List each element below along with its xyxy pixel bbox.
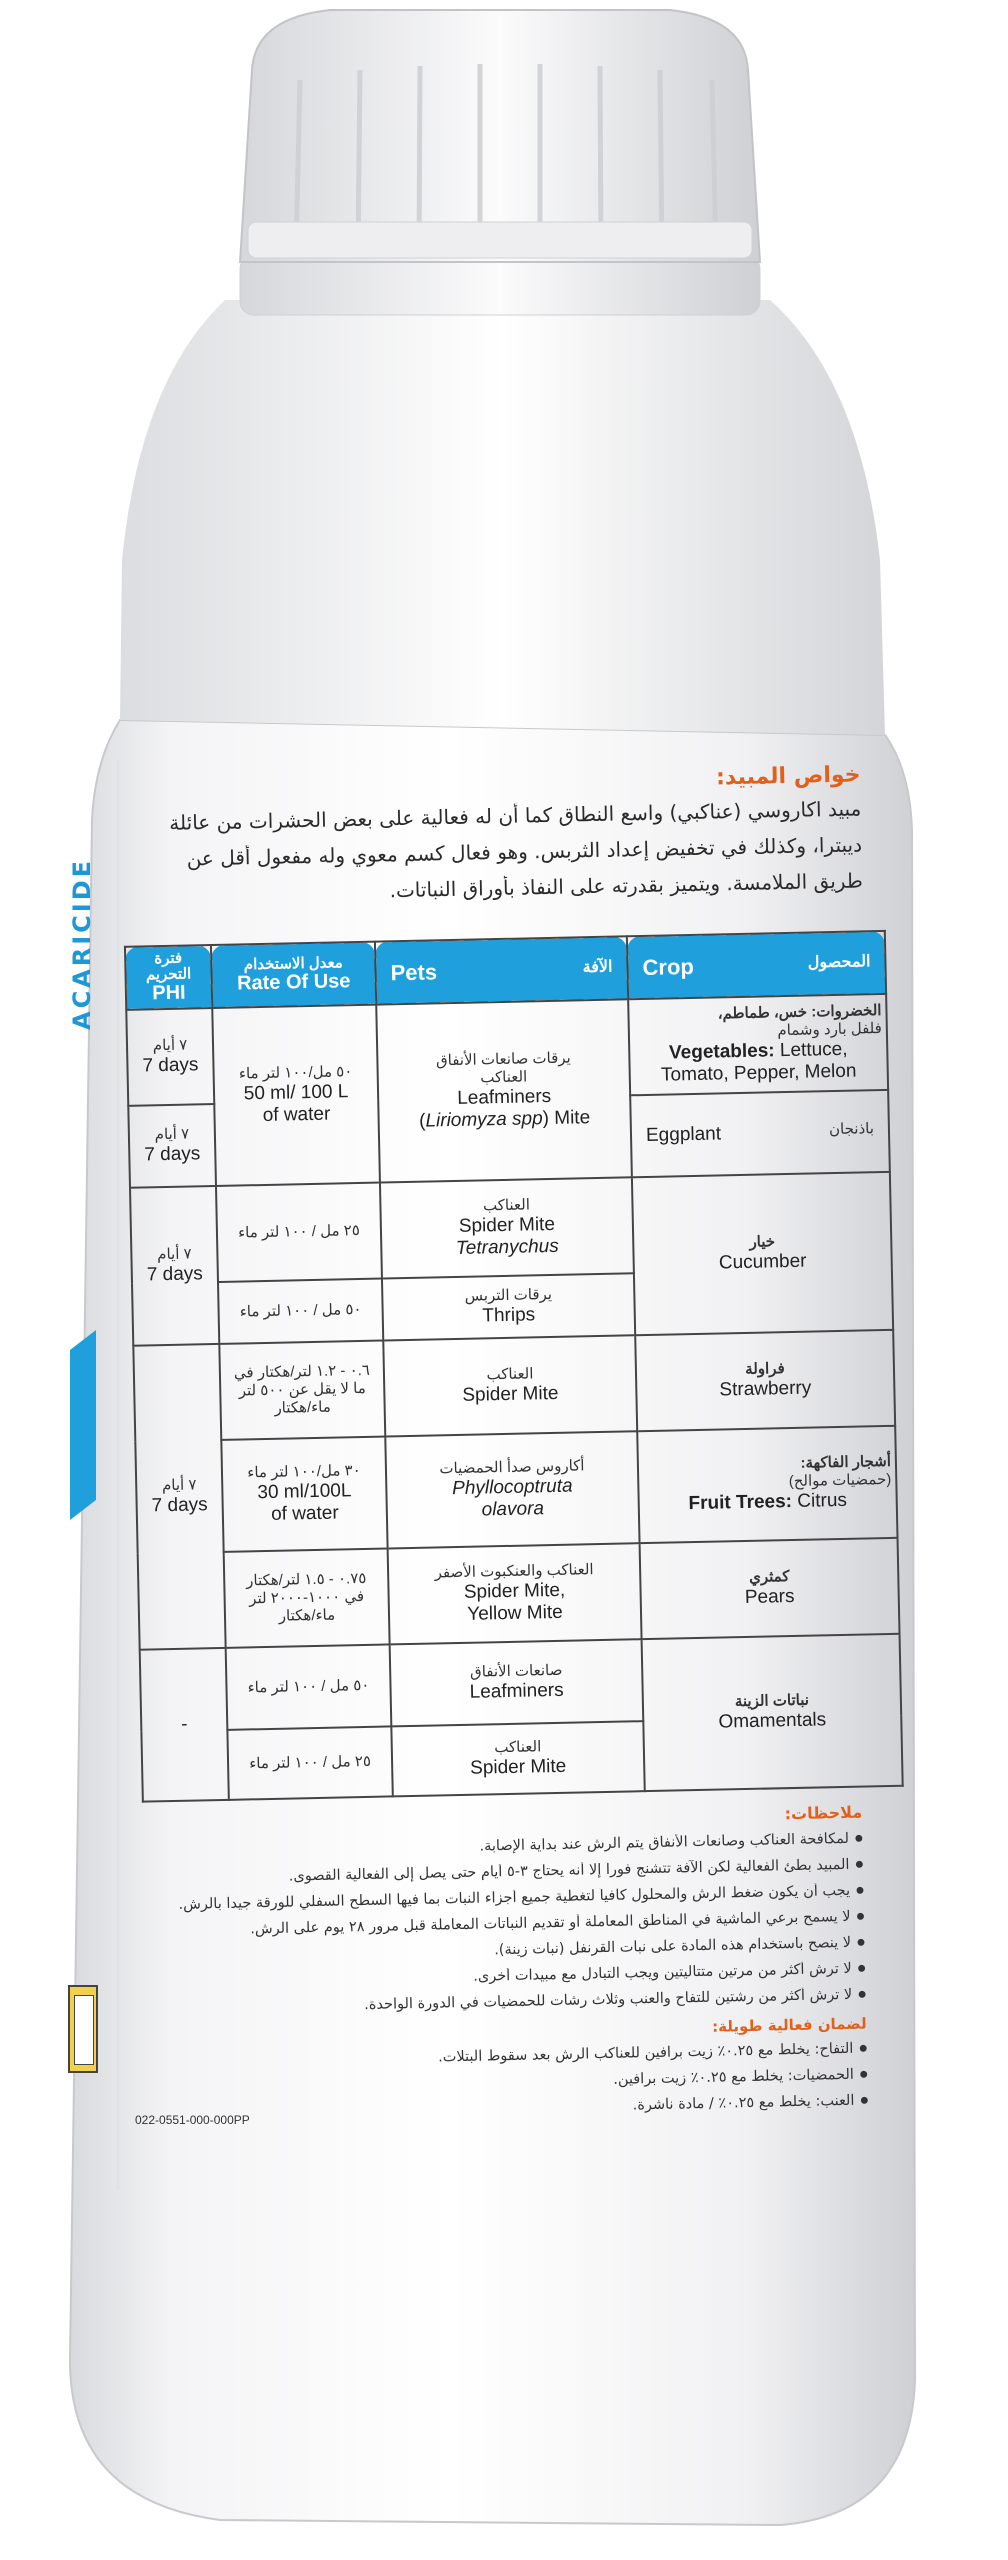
properties-line: ديبترا، وكذلك في تخفيض إعداد الثربس. وهو فعال كسم معوي وله مفعول أقل عن — [186, 832, 863, 871]
note-item: ● لا يسمح برعي الماشية في المناطق المعاملة أو تقديم النباتات المعاملة قبل مرور ٢٨ يوم على الرش. — [164, 1909, 864, 1940]
phi-cell: ٧ أيام 7 days — [126, 1008, 214, 1106]
efficacy-title: لضمان فعالية طويلة: — [712, 2014, 867, 2036]
crop-cell: أشجار الفاكهة: (حمضيات موالح) Fruit Trees: Citrus — [637, 1425, 897, 1542]
efficacy-item: ● العنب: يخلط مع ٠.٢٥٪ / مادة ناشرة. — [168, 2093, 868, 2124]
pest-cell: العناكب والعنكبوت الأصفر Spider Mite, Yellow Mite — [388, 1543, 642, 1644]
note-item: ● المبيد بطئ الفعالية لكن الآفة تتشنج فوراً إلا أنه يحتاج ٣-٥ أيام حتى يصل إلى الفعالية القصوى. — [163, 1857, 863, 1888]
phi-cell: ٧ أيام 7 days — [133, 1343, 225, 1649]
pest-cell: يرقات صانعات الأنفاق العناكب Leafminers (Liriomyza spp) Mite — [376, 999, 632, 1182]
header-pets: Pets الآفة — [375, 936, 628, 1004]
header-crop: Crop المحصول — [627, 931, 886, 999]
cap-ring — [248, 222, 752, 258]
rate-cell: ٠.٦ - ١.٢ لتر/هكتار في ما لا يقل عن ٥٠٠ لتر ماء/هكتار — [219, 1340, 385, 1439]
rate-cell: ٥٠ مل/١٠٠ لتر ماء 50 ml/ 100 L of water — [212, 1004, 380, 1185]
product-code: 022-0551-000-000PP — [135, 2113, 250, 2127]
crop-cell: فراولة Strawberry — [635, 1329, 895, 1430]
rate-cell: ٥٠ مل / ١٠٠ لتر ماء — [226, 1644, 392, 1729]
pest-cell: العناكب Spider Mite — [383, 1335, 637, 1436]
properties-title: خواص المبيد: — [715, 762, 861, 791]
efficacy-item: ● التفاح: يخلط مع ٠.٢٥٪ زيت برافين للعناكب الرش بعد سقوط البتلات. — [167, 2041, 867, 2072]
dosage-table — [124, 930, 904, 1802]
note-item: ● لا ينصح باستخدام هذه المادة على نبات القرنفل (نبات زينة). — [165, 1935, 865, 1966]
side-blue-panel — [70, 1330, 96, 1520]
pest-cell: أكاروس صدأ الحمضيات Phyllocoptruta olavora — [385, 1431, 639, 1548]
rate-cell: ٠.٧٥ - ١.٥ لتر/هكتار في ١٠٠٠-٢٠٠٠ لتر ماء/هكتار — [224, 1548, 390, 1647]
table-row — [138, 1537, 900, 1649]
pest-cell: صانعات الأنفاق Leafminers — [390, 1639, 644, 1726]
rate-cell: ٢٥ مل / ١٠٠ لتر ماء — [227, 1726, 392, 1799]
rate-cell: ٣٠ مل/١٠٠ لتر ماء 30 ml/100L of water — [221, 1436, 387, 1551]
rate-cell: ٥٠ مل / ١٠٠ لتر ماء — [218, 1278, 383, 1343]
acaricide-side-label: ACARICIDE — [68, 857, 96, 1030]
note-item: ● لمكافحة العناكب وصانعات الأنفاق يتم الرش عند بداية الإصابة. — [163, 1831, 863, 1862]
crop-cell: نباتات الزينة Omamentals — [642, 1633, 903, 1790]
properties-line: طريق الملامسة. ويتميز بقدرته على النفاذ بأوراق النباتات. — [389, 868, 863, 903]
properties-line: مبيد اكاروسي (عناكبي) واسع النطاق كما أن له فعالية على بعض الحشرات من عائلة — [169, 796, 862, 835]
note-item: ● لا ترش أكثر من رشتين للتفاح والعنب وثلاث رشات للحمضيات في الدورة الواحدة. — [166, 1987, 866, 2018]
bottle-shoulder — [120, 300, 885, 735]
notes-title: ملاحظات: — [784, 1802, 863, 1824]
crop-cell: خيار Cucumber — [632, 1171, 893, 1334]
table-row — [126, 993, 888, 1105]
crop-cell: Eggplant باذنجان — [630, 1089, 890, 1176]
note-item: ● يجب أن يكون ضغط الرش والمحلول كافياً لتغطية جميع أجزاء النبات بما فيها السطح السفلي للورقة جيداً بالرش. — [164, 1883, 864, 1914]
table-row — [130, 1171, 892, 1283]
phi-cell: ٧ أيام 7 days — [128, 1104, 216, 1188]
phi-cell: - — [140, 1647, 229, 1801]
safety-pictogram-box — [68, 1985, 98, 2073]
bottle-neck — [240, 255, 760, 315]
pest-cell: العناكب Spider Mite Tetranychus — [380, 1177, 634, 1278]
pest-cell: العناكب Spider Mite — [391, 1721, 644, 1796]
table-row — [135, 1425, 897, 1553]
rate-cell: ٢٥ مل / ١٠٠ لتر ماء — [216, 1182, 382, 1281]
header-rate: معدل الاستخدام Rate Of Use — [211, 942, 376, 1008]
header-phi: فترة التحريم PHI — [125, 945, 212, 1009]
crop-cell: كمثري Pears — [640, 1537, 900, 1638]
product-label — [100, 762, 909, 2178]
pictogram-icon — [74, 1995, 94, 2065]
phi-cell: ٧ أيام 7 days — [130, 1185, 219, 1345]
table-row — [133, 1329, 895, 1441]
efficacy-item: ● الحمضيات: يخلط مع ٠.٢٥٪ زيت برافين. — [168, 2067, 868, 2098]
pest-cell: يرقات التربس Thrips — [382, 1273, 635, 1340]
crop-cell: الخضروات: خس، طماطم، فلفل بارد وشمام Vegetables: Lettuce, Tomato, Pepper, Melon — [628, 993, 888, 1094]
table-row — [140, 1633, 902, 1731]
note-item: ● لا ترش أكثر من مرتين متتاليتين ويجب التبادل مع مبيدات أخرى. — [166, 1961, 866, 1992]
